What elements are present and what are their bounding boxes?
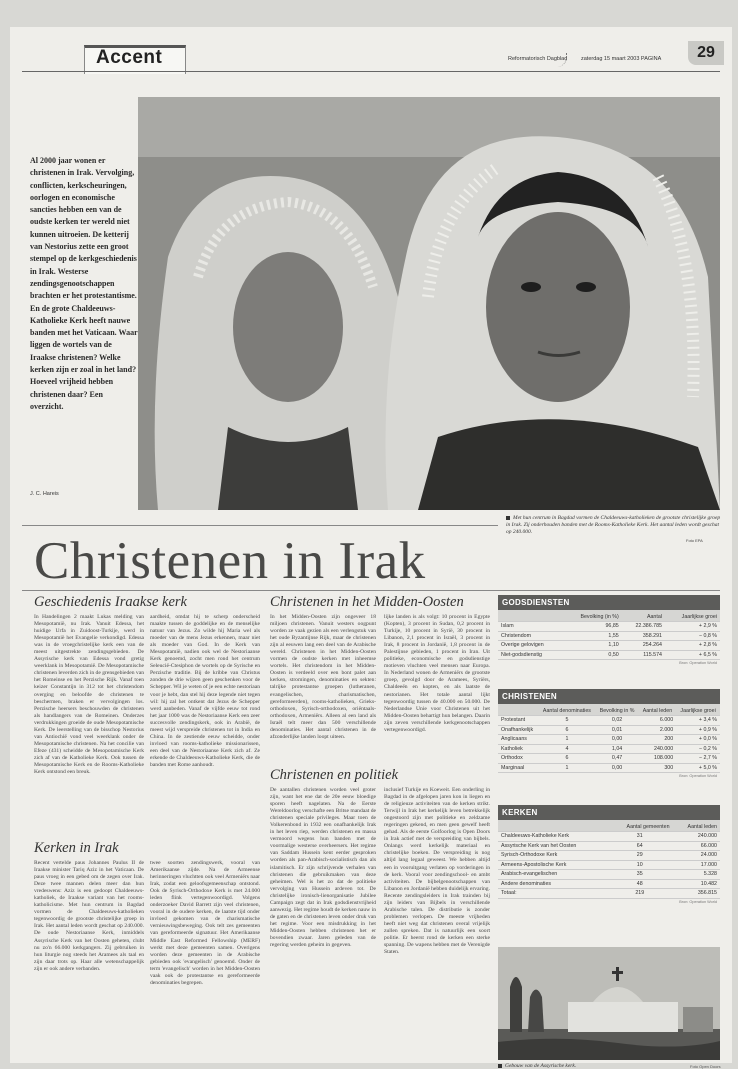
- column-header: Aantal gemeenten: [607, 820, 673, 832]
- table-row: [498, 716, 720, 726]
- table-cell: + 5,0 %: [676, 763, 720, 773]
- table-cell: 1,55: [563, 631, 622, 641]
- table-source: Bron: Operation World: [679, 774, 717, 778]
- table-cell: 6: [538, 725, 595, 735]
- column-header: Bevolking in %: [596, 704, 639, 716]
- table-cell: 115.574: [622, 650, 665, 660]
- church-photo-caption: [498, 1063, 576, 1069]
- newspaper-page: [10, 27, 732, 1069]
- table-row: [498, 641, 720, 651]
- column-header: Aantal leden: [673, 820, 720, 832]
- table-churches-title: KERKEN: [498, 805, 720, 820]
- table-cell: 10: [607, 860, 673, 870]
- byline: J. C. Hareis: [30, 491, 59, 497]
- table-cell: 0,00: [596, 735, 639, 745]
- table-row: [498, 725, 720, 735]
- column-header: Aantal denominaties: [538, 704, 595, 716]
- table-cell: Armeens-Apostolische Kerk: [498, 860, 607, 870]
- table-cell: Overige gelovigen: [498, 641, 563, 651]
- table-cell: 1,04: [596, 744, 639, 754]
- table-cell: 358.291: [622, 631, 665, 641]
- table-cell: 31: [607, 832, 673, 842]
- table-cell: − 2,7 %: [676, 754, 720, 764]
- table-row: [498, 860, 720, 870]
- section-heading-history: Geschiedenis Iraakse kerk: [34, 594, 187, 610]
- table-cell: 1: [538, 763, 595, 773]
- header-ornament: [550, 53, 567, 67]
- column-header: [498, 704, 538, 716]
- title-rule: [22, 525, 498, 526]
- section-heading-politics: Christenen en politiek: [270, 767, 399, 783]
- table-cell: + 6,5 %: [665, 650, 720, 660]
- table-cell: − 0,2 %: [676, 744, 720, 754]
- table-cell: 1,10: [563, 641, 622, 651]
- column-header: [498, 610, 563, 622]
- table-cell: Orthodox: [498, 754, 538, 764]
- table-religions: [498, 595, 720, 666]
- table-row: [498, 631, 720, 641]
- table-row: [498, 889, 720, 899]
- table-cell: Chaldeeuws-Katholieke Kerk: [498, 832, 607, 842]
- table-cell: Islam: [498, 622, 563, 632]
- table-cell: 240.000: [639, 744, 677, 754]
- table-row: [498, 650, 720, 660]
- history-column-1: In Handelingen 2 maakt Lukas melding van Mesopotamië, nu Irak. Vanuit Edessa, het huidige Urfa in Zuidoost-Turkije, werd in Mesopotamië het Evangelie verkondigd. Edessa was in de vroegchristelijke kerk een van de meest uitgestrekte zendingsgebieden. De Assyrische kerk van Edessa vond gretig weerklank in Mesopotamië. De Mesopotamische christenen leverden zich in de grensgebieden van het Romeinse en het Perzische Rijk. Vanaf toen keizer Constantijn in 312 tot het christendom overging en beloofde de christenen te beschermen, braken er vervolgingen los. Perzische heersers beschouwden de christenen als handlangers van de Romeinen. Onderzes verdrukkingen groeide de oude Mesopotamische Kerk. De leerstelling van de bisschop Nestorius van Antiochië vond veel weerklank onder de Mesopotamische christenen. Na het concilie van Efeze (431) scheidde de Mesopotamische Kerk zich af van de Katholieke Kerk. Ook tussen de Mesopotamische Kerk en de Rooms-Katholieke Kerk ontstond een breuk.: [34, 614, 144, 776]
- header-rule: [22, 71, 720, 72]
- table-cell: 108.000: [639, 754, 677, 764]
- middle-east-column-1: In het Midden-Oosten zijn ongeveer 18 miljoen christenen. Vanuit westers oogpunt worden ze vaak gezien als een verlengstuk van het oude Byzantijnse Rijk, maar de christenen zijn al eeuwen lang een deel van de Arabische wereld. Christenen in het Midden-Oosten vormen de oudste kerken met inheemse wortels. Het christendom in het Midden-Oosten is verdeeld over een bont palet aan kerken, stromingen, denominaties en sekten: talrijke protestantse groepen (lutheranen, evangelischen, charismatischen, gereformeerden), rooms-katholieken, Grieks-orthodoxen, Syrisch-orthodoxen, oriëntaals-orthodoxen, Armeniërs. Alleen al een land als Israël telt meer dan 500 verschillende denominaties. Het aantal christenen in de afzonderlijke landen loopt uiteen.: [270, 614, 376, 740]
- issue-date: zaterdag 15 maart 2003 PAGINA: [581, 56, 662, 62]
- table-cell: 5: [538, 716, 595, 726]
- table-source: Bron: Operation World: [679, 661, 717, 665]
- table-header-row: [498, 820, 720, 832]
- table-row: [498, 879, 720, 889]
- table-cell: 2.000: [639, 725, 677, 735]
- caption-bullet: [506, 516, 510, 520]
- table-cell: 10.482: [673, 879, 720, 889]
- photo-illustration: [138, 97, 720, 510]
- table-cell: + 0,9 %: [676, 725, 720, 735]
- table-row: [498, 754, 720, 764]
- table-cell: Andere denominaties: [498, 879, 607, 889]
- table-cell: Marginaal: [498, 763, 538, 773]
- section-name: Accent: [96, 47, 163, 68]
- politics-column-1: De aantallen christenen worden veel groter zijn, want het ene dat de 20e eeuw bloedige sporen heeft nagelaten. Na de Eerste Wereldoorlog verschafte een Britse mandaat de christenen speciale privileges. Maar toen de Volkerenbond in 1932 een onafhankelijk Irak in het leven riep, werden christenen en massa vermoord wegens hun banden met de voormalige westerse overheersers. Het regime van Saddam Hussein kent eerder gesproken worden als pan-Arabisch-socialistisch dan als islamitisch. Er zijn schrijvende verhalen van christenen die gebruikmaken van deze geheimen. Wel is het zo dat de politieke vervolging van Hussein ardeven tot. De christelijke ironisch-lienorganisatie Jubilee Campaign zegt dat in Irak godsdienstvrijheid aanwezig. Het regime houdt de kerken nauw in de gaten en de christenen leven onder druk van het regime. Voor een misdrukking in het Midden-Oosten hebben christenen het er bovendien zwaar. Jaren geleden van de regering werden geheim in gegeven.: [270, 787, 376, 949]
- churches-column-1: Recent vertelde paus Johannes Paulus II de Iraakse minister Tariq Aziz in het Vaticaan. De paus vroeg in een gebed om de zegen over Irak. Deze twee mannen delen meer dan hun vredeswens: Aziz is een gedoopt Chaldeeuws-katholiek, de Iraakse variant van het rooms-katholicisme. Met hun centrum in Bagdad vormen de Chaldeeuws-katholieken tegenwoordig de grootste christelijke groep in Irak. Het aantal leden wordt geschat op 240.000. De oude Nestoriaanse Kerk, inmiddels Assyrische Kerk van het Oosten geheten, clubt nu zo'n 66.000 kerkgangers. Zij gebruiken in hun liturgie nog steeds het Aramees als taal en zijn daar trots op. Haar alle wetenschappelijk zijn er ook andere verbanden.: [34, 860, 144, 972]
- history-column-2: aardheid, omdat hij te scherp onderscheid maakte tussen de goddelijke en de menselijke natuur van Jezus. Zo wilde hij Maria wel als moeder van de mens Jezus erkennen, maar niet als moeder van God. In de Kerk van Mesopotamië, nadien ook wel de Nestoriaanse Kerk genoemd, zocht men rond het centrum Seleucië-Ctesiphon de wortels op de Syrische en Perzische traditie. Bij de kribbe van Christus zonden de drie wijzen geen geschenken voor de Schepper. Wil je weten of je een echte nestoriaan voor je hebt, dan stel hij deze legende niet tegen wil: hij zal het ontkent dat Jezus de Schepper werd aanbeden. Vanaf de vijfde eeuw tot rond het jaar 1000 was de Nestoriaanse Kerk een zeer succesvolle zendingskerk, ook in Arabië, de meest wijd verspreide christenen tot in India en China. In de zestiende eeuw scheidde, onder invloed van rooms-katholieke missionarissen, een deel van de Nestoriaanse Kerk zich af. Ze erkende de Chaldeeuws-Katholieke Kerk, die de banden met Rome aanhoudt.: [150, 614, 260, 768]
- table-cell: 0,02: [596, 716, 639, 726]
- table-religions-title: GODSDIENSTEN: [498, 595, 720, 610]
- column-header: Jaarlijkse groei: [676, 704, 720, 716]
- table-churches-grid: [498, 820, 720, 899]
- column-header: Aantal: [622, 610, 665, 622]
- paper-name: Reformatorisch Dagblad: [508, 56, 568, 62]
- table-cell: Arabisch-evangelischen: [498, 870, 607, 880]
- caption-bullet: [498, 1064, 502, 1068]
- table-row: [498, 763, 720, 773]
- photo-credit: Foto EPA: [686, 538, 703, 543]
- table-cell: 64: [607, 841, 673, 851]
- table-cell: 29: [607, 851, 673, 861]
- table-row: [498, 744, 720, 754]
- table-cell: 4: [538, 744, 595, 754]
- column-header: Bevolking (in %): [563, 610, 622, 622]
- table-cell: 0,50: [563, 650, 622, 660]
- politics-column-2: inclusief Turkije en Koeweit. Een onderling in Bagdad in de afgelopen jaren kon in liegen en de religieuze activiteiten van de kerken strikt. Terwijl in Irak het kerkelijk leven betrekkelijk ongestoord zijn met politieke en zeldzame regeringen gekend, en men geen gewelf heeft gehad. Als de eerste Golfoorlog is Open Doors in Irak actief met de verspreiding van bijbels. Onlangs werd kerkelijk materiaal en christelijke boeken. De verspreiding is nog altijd lang legaal geweest. We hebben altijd een in vooruitgang verlaten op vorderingen in de kerk. Vooral voor zendingschool- en ambt activiteiten. De bijbelgenootschappen van Libanon en Jordanië hebben duidelijk ervaring. Recente zendingsleiders in Irak trainden bij zijn leiders van Bijbels in verschillende Arabische talen. De distributie is zonder problemen verlopen. De meeste vrijheden heeft niet weg dat christenen overal vrijelijk zullen spreken. Dat is natuurlijk een soort politie. Er heerst rond de kerken een sterke spanning. De wapens hebben met de Verenigde Staten.: [384, 787, 490, 956]
- table-cell: + 2,9 %: [665, 622, 720, 632]
- table-cell: Onafhankelijk: [498, 725, 538, 735]
- table-cell: 5.328: [673, 870, 720, 880]
- table-cell: + 0,0 %: [676, 735, 720, 745]
- column-header: Aantal leden: [639, 704, 677, 716]
- photo-caption-text: Met hun centrum in Bagdad vormen de Chaldeeuws-katholieken de grootste christelijke groep in Irak. Zij onderhouden banden met de Rooms-Katholieke Kerk. Het aantal leden wordt geschat op 240.000.: [506, 515, 721, 535]
- table-cell: 200: [639, 735, 677, 745]
- table-cell: − 0,8 %: [665, 631, 720, 641]
- table-cell: 219: [607, 889, 673, 899]
- table-christians-title: CHRISTENEN: [498, 689, 720, 704]
- table-cell: 48: [607, 879, 673, 889]
- church-photo-credit: Foto Open Doors: [690, 1064, 721, 1069]
- church-illustration: [498, 947, 720, 1060]
- column-header: [498, 820, 607, 832]
- table-religions-grid: [498, 610, 720, 660]
- table-cell: + 2,8 %: [665, 641, 720, 651]
- table-cell: Anglicaans: [498, 735, 538, 745]
- title-bottom-rule: [22, 590, 720, 591]
- page-number: 29: [688, 41, 724, 65]
- table-cell: Assyrische Kerk van het Oosten: [498, 841, 607, 851]
- table-cell: 24.000: [673, 851, 720, 861]
- table-cell: 240.000: [673, 832, 720, 842]
- table-cell: 22.386.785: [622, 622, 665, 632]
- table-row: [498, 735, 720, 745]
- table-cell: 0,00: [596, 763, 639, 773]
- table-cell: Niet-godsdienstig: [498, 650, 563, 660]
- table-christians: [498, 689, 720, 779]
- table-source: Bron: Operation World: [679, 899, 717, 904]
- article-title: Christenen in Irak: [34, 532, 426, 590]
- section-heading-middle-east: Christenen in het Midden-Oosten: [270, 594, 464, 610]
- middle-east-column-2: lijke landen is als volgt: 10 procent in Egypte (Kopten), 3 procent in Sudan, 0,2 procent in Turkije, 10 procent in Syrië, 30 procent in Libanon, 2,1 procent in Israël, 3 procent in Irak, 8 procent in Jordanië, 1,8 procent in de Palestijnse gebieden, 1 procent in Iran. Uit politieke, economische en godsdienstige motieven vluchten veel mensen naar Europa. In Nederland wonen de Armeniërs de grootste groep, gevolgd door de Aramees, Syriërs, Chaldeeën en kopten, en als laatste de nestorianen. Het totale aantal lijkt tegenwoordig tussen de 40.000 en 50.000. De Nederlandse Unie voor Christenen uit het Midden-Oosten behartigt hun belangen. Daarin zijn zeven verschillende kerkgenootschappen vertegenwoordigd.: [384, 614, 490, 733]
- churches-column-2: twee soorten zendingswerk, vooral van Amerikaanse zijde. Na de Armeense herinneringen vluchtten ook veel Armeniërs naar Irak, zodat een geloofsgemeenschap ontstond. Ook de Syrisch-Orthodoxe Kerk is met 24.000 leden flink vertegenwoordigd. Volgens onderzoeker David Barrett zijn veel christenen, vooral in de oudere kerken, de laatste tijd onder invloed gekomen van de charismatische vernieuwingsbeweging. Ook telt zes gemeenten van gereformeerde signatuur. Het Amerikaanse Middle East Reformed Fellowship (MERF) werkt met deze gemeenten samen. Overigens worden deze gemeenten in de Arabische gebieden ook 'evangelisch' genoemd. Onder de term 'evangelisch' worden in het Midden-Oosten vaak ook de protestantse en gereformeerde denominaties begrepen.: [150, 860, 260, 986]
- table-cell: 254.264: [622, 641, 665, 651]
- main-photo: [138, 97, 720, 510]
- table-christians-grid: [498, 704, 720, 773]
- table-cell: 6: [538, 754, 595, 764]
- table-cell: Syrisch-Orthodoxe Kerk: [498, 851, 607, 861]
- table-cell: Christendom: [498, 631, 563, 641]
- intro-text: Al 2000 jaar wonen er christenen in Irak. Vervolging, conflicten, kerkscheuringen, oorlogen en economische sancties hebben een van de oudste kerken ter wereld niet kunnen uitroeien. De ketterij van Nestorius zette een groot stempel op de kerkgeschiedenis in Irak. Westerse zendingsgenootschappen brachten er het protestantisme. En de grote Chaldeeuws-Katholieke Kerk heeft nauwe banden met het Vaticaan. Waar liggen de wortels van de Iraakse christenen? Welke kerken zijn er zoal in het land? Hoeveel vrijheid hebben christenen daar? Een overzicht.: [30, 156, 138, 411]
- table-cell: Protestant: [498, 716, 538, 726]
- table-cell: Katholiek: [498, 744, 538, 754]
- table-row: [498, 870, 720, 880]
- table-header-row: [498, 610, 720, 622]
- table-cell: 66.000: [673, 841, 720, 851]
- table-cell: 300: [639, 763, 677, 773]
- table-row: [498, 841, 720, 851]
- table-churches: [498, 805, 720, 905]
- table-cell: Totaal:: [498, 889, 607, 899]
- table-cell: 35: [607, 870, 673, 880]
- photo-caption: [506, 515, 721, 536]
- table-header-row: [498, 704, 720, 716]
- table-cell: 0,01: [596, 725, 639, 735]
- table-cell: 6.000: [639, 716, 677, 726]
- table-cell: 1: [538, 735, 595, 745]
- church-photo: [498, 947, 720, 1060]
- section-heading-churches: Kerken in Irak: [34, 840, 119, 856]
- table-cell: 17.000: [673, 860, 720, 870]
- table-cell: + 3,4 %: [676, 716, 720, 726]
- table-cell: 0,47: [596, 754, 639, 764]
- table-row: [498, 832, 720, 842]
- table-row: [498, 851, 720, 861]
- table-row: [498, 622, 720, 632]
- table-cell: 96,85: [563, 622, 622, 632]
- church-caption-text: Gebouw van de Assyrische kerk.: [505, 1063, 577, 1069]
- column-header: Jaarlijkse groei: [665, 610, 720, 622]
- table-cell: 356.815: [673, 889, 720, 899]
